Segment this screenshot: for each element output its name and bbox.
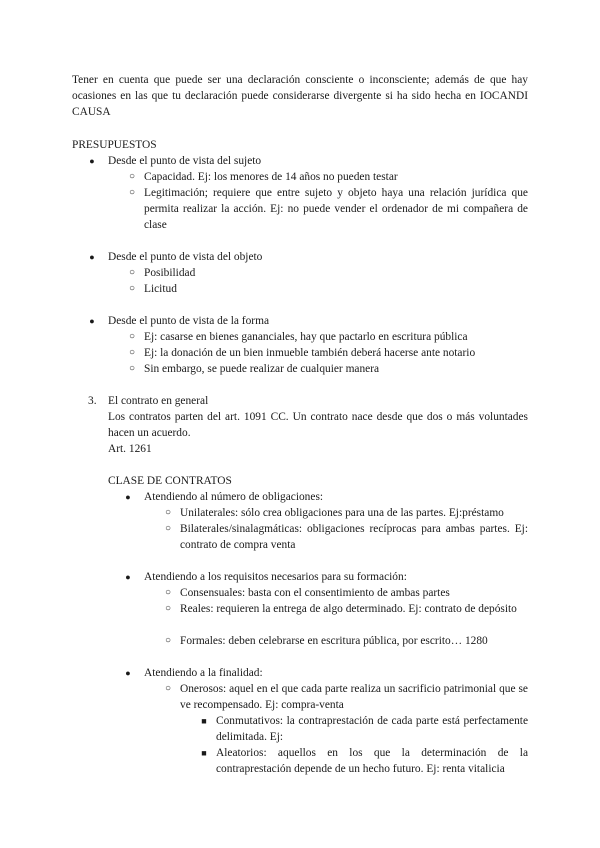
subitem-text: Consensuales: basta con el consentimiento de ambas partes	[180, 587, 450, 599]
circle-marker: ○	[128, 347, 136, 358]
subitem-text: Bilaterales/sinalagmáticas: obligaciones recíprocas para ambas partes. Ej: contrato de compra venta	[180, 523, 528, 551]
bullet-label: Atendiendo al número de obligaciones:	[144, 491, 324, 503]
bullet-label: Desde el punto de vista del objeto	[108, 251, 263, 263]
subitem-forma-2	[124, 345, 528, 361]
circle-marker: ○	[128, 171, 136, 182]
subitem-text: Posibilidad	[144, 267, 196, 279]
bullet-label: Desde el punto de vista de la forma	[108, 315, 269, 327]
bullet-requisitos	[120, 569, 528, 585]
subsubitem-text: Aleatorios: aquellos en los que la determinación de la contraprestación depende de un hecho futuro. Ej: renta vitalicia	[216, 747, 528, 775]
subitem-reales	[160, 601, 528, 633]
square-marker: ■	[201, 748, 207, 758]
subsubitem-aleatorios	[196, 745, 528, 777]
subitem-consensuales	[160, 585, 528, 601]
subitem-text: Reales: requieren la entrega de algo determinado. Ej: contrato de depósito	[180, 603, 517, 615]
intro-paragraph: Tener en cuenta que puede ser una declaración consciente o inconsciente; además de que hay ocasiones en las que tu declaración puede considerarse divergente si ha sido hecha en IOCANDI CAUSA	[72, 74, 528, 118]
circle-marker: ○	[128, 283, 136, 294]
subitem-onerosos	[160, 681, 528, 713]
section-text: Los contratos parten del art. 1091 CC. Un contrato nace desde que dos o más voluntades hacen un acuerdo.	[108, 411, 528, 439]
circle-marker: ○	[164, 523, 172, 534]
subsubitem-conmutativos	[196, 713, 528, 745]
bullet-finalidad	[120, 665, 528, 681]
circle-marker: ○	[128, 331, 136, 342]
subitem-licitud	[124, 281, 528, 297]
subitem-capacidad	[124, 169, 528, 185]
bullet-label: Atendiendo a la finalidad:	[144, 667, 263, 679]
circle-marker: ○	[164, 635, 172, 646]
bullet-label: Desde el punto de vista del sujeto	[108, 155, 262, 167]
section-art: Art. 1261	[108, 443, 152, 455]
subitem-text: Sin embargo, se puede realizar de cualquier manera	[144, 363, 380, 375]
subitem-text: Licitud	[144, 283, 177, 295]
circle-marker: ○	[128, 187, 136, 198]
clases-heading: CLASE DE CONTRATOS	[108, 475, 232, 487]
subitem-formales	[160, 633, 528, 649]
circle-marker: ○	[164, 507, 172, 518]
subitem-posibilidad	[124, 265, 528, 281]
subitem-legitimacion	[124, 185, 528, 233]
subsubitem-text: Conmutativos: la contraprestación de cada parte está perfectamente delimitada. Ej:	[216, 715, 528, 743]
subitem-forma-3	[124, 361, 528, 377]
subitem-text: Unilaterales: sólo crea obligaciones para una de las partes. Ej:préstamo	[180, 507, 504, 519]
bullet-marker: ●	[125, 668, 131, 678]
subitem-unilaterales	[160, 505, 528, 521]
section-title: El contrato en general	[108, 395, 209, 407]
bullet-obligaciones	[120, 489, 528, 505]
bullet-objeto	[84, 249, 528, 265]
bullet-forma	[84, 313, 528, 329]
square-marker: ■	[201, 716, 207, 726]
bullet-marker: ●	[125, 492, 131, 502]
subitem-text: Ej: la donación de un bien inmueble también deberá hacerse ante notario	[144, 347, 476, 359]
subitem-text: Formales: deben celebrarse en escritura pública, por escrito… 1280	[180, 635, 488, 647]
circle-marker: ○	[128, 363, 136, 374]
bullet-marker: ●	[89, 156, 95, 166]
bullet-sujeto	[84, 153, 528, 169]
bullet-marker: ●	[125, 572, 131, 582]
section-number: 3.	[88, 395, 97, 407]
bullet-marker: ●	[89, 252, 95, 262]
circle-marker: ○	[164, 683, 172, 694]
subitem-text: Ej: casarse en bienes gananciales, hay que pactarlo en escritura pública	[144, 331, 468, 343]
circle-marker: ○	[128, 267, 136, 278]
circle-marker: ○	[164, 603, 172, 614]
circle-marker: ○	[164, 587, 172, 598]
subitem-text: Onerosos: aquel en el que cada parte realiza un sacrificio patrimonial que se ve recompensado. Ej: compra-venta	[180, 683, 528, 711]
subitem-text: Legitimación; requiere que entre sujeto y objeto haya una relación jurídica que permita realizar la acción. Ej: no puede vender el ordenador de mi compañera de clase	[144, 187, 528, 231]
subitem-forma-1	[124, 329, 528, 345]
subitem-bilaterales	[160, 521, 528, 553]
bullet-label: Atendiendo a los requisitos necesarios para su formación:	[144, 571, 407, 583]
presupuestos-heading: PRESUPUESTOS	[72, 139, 157, 151]
bullet-marker: ●	[89, 316, 95, 326]
subitem-text: Capacidad. Ej: los menores de 14 años no pueden testar	[144, 171, 398, 183]
